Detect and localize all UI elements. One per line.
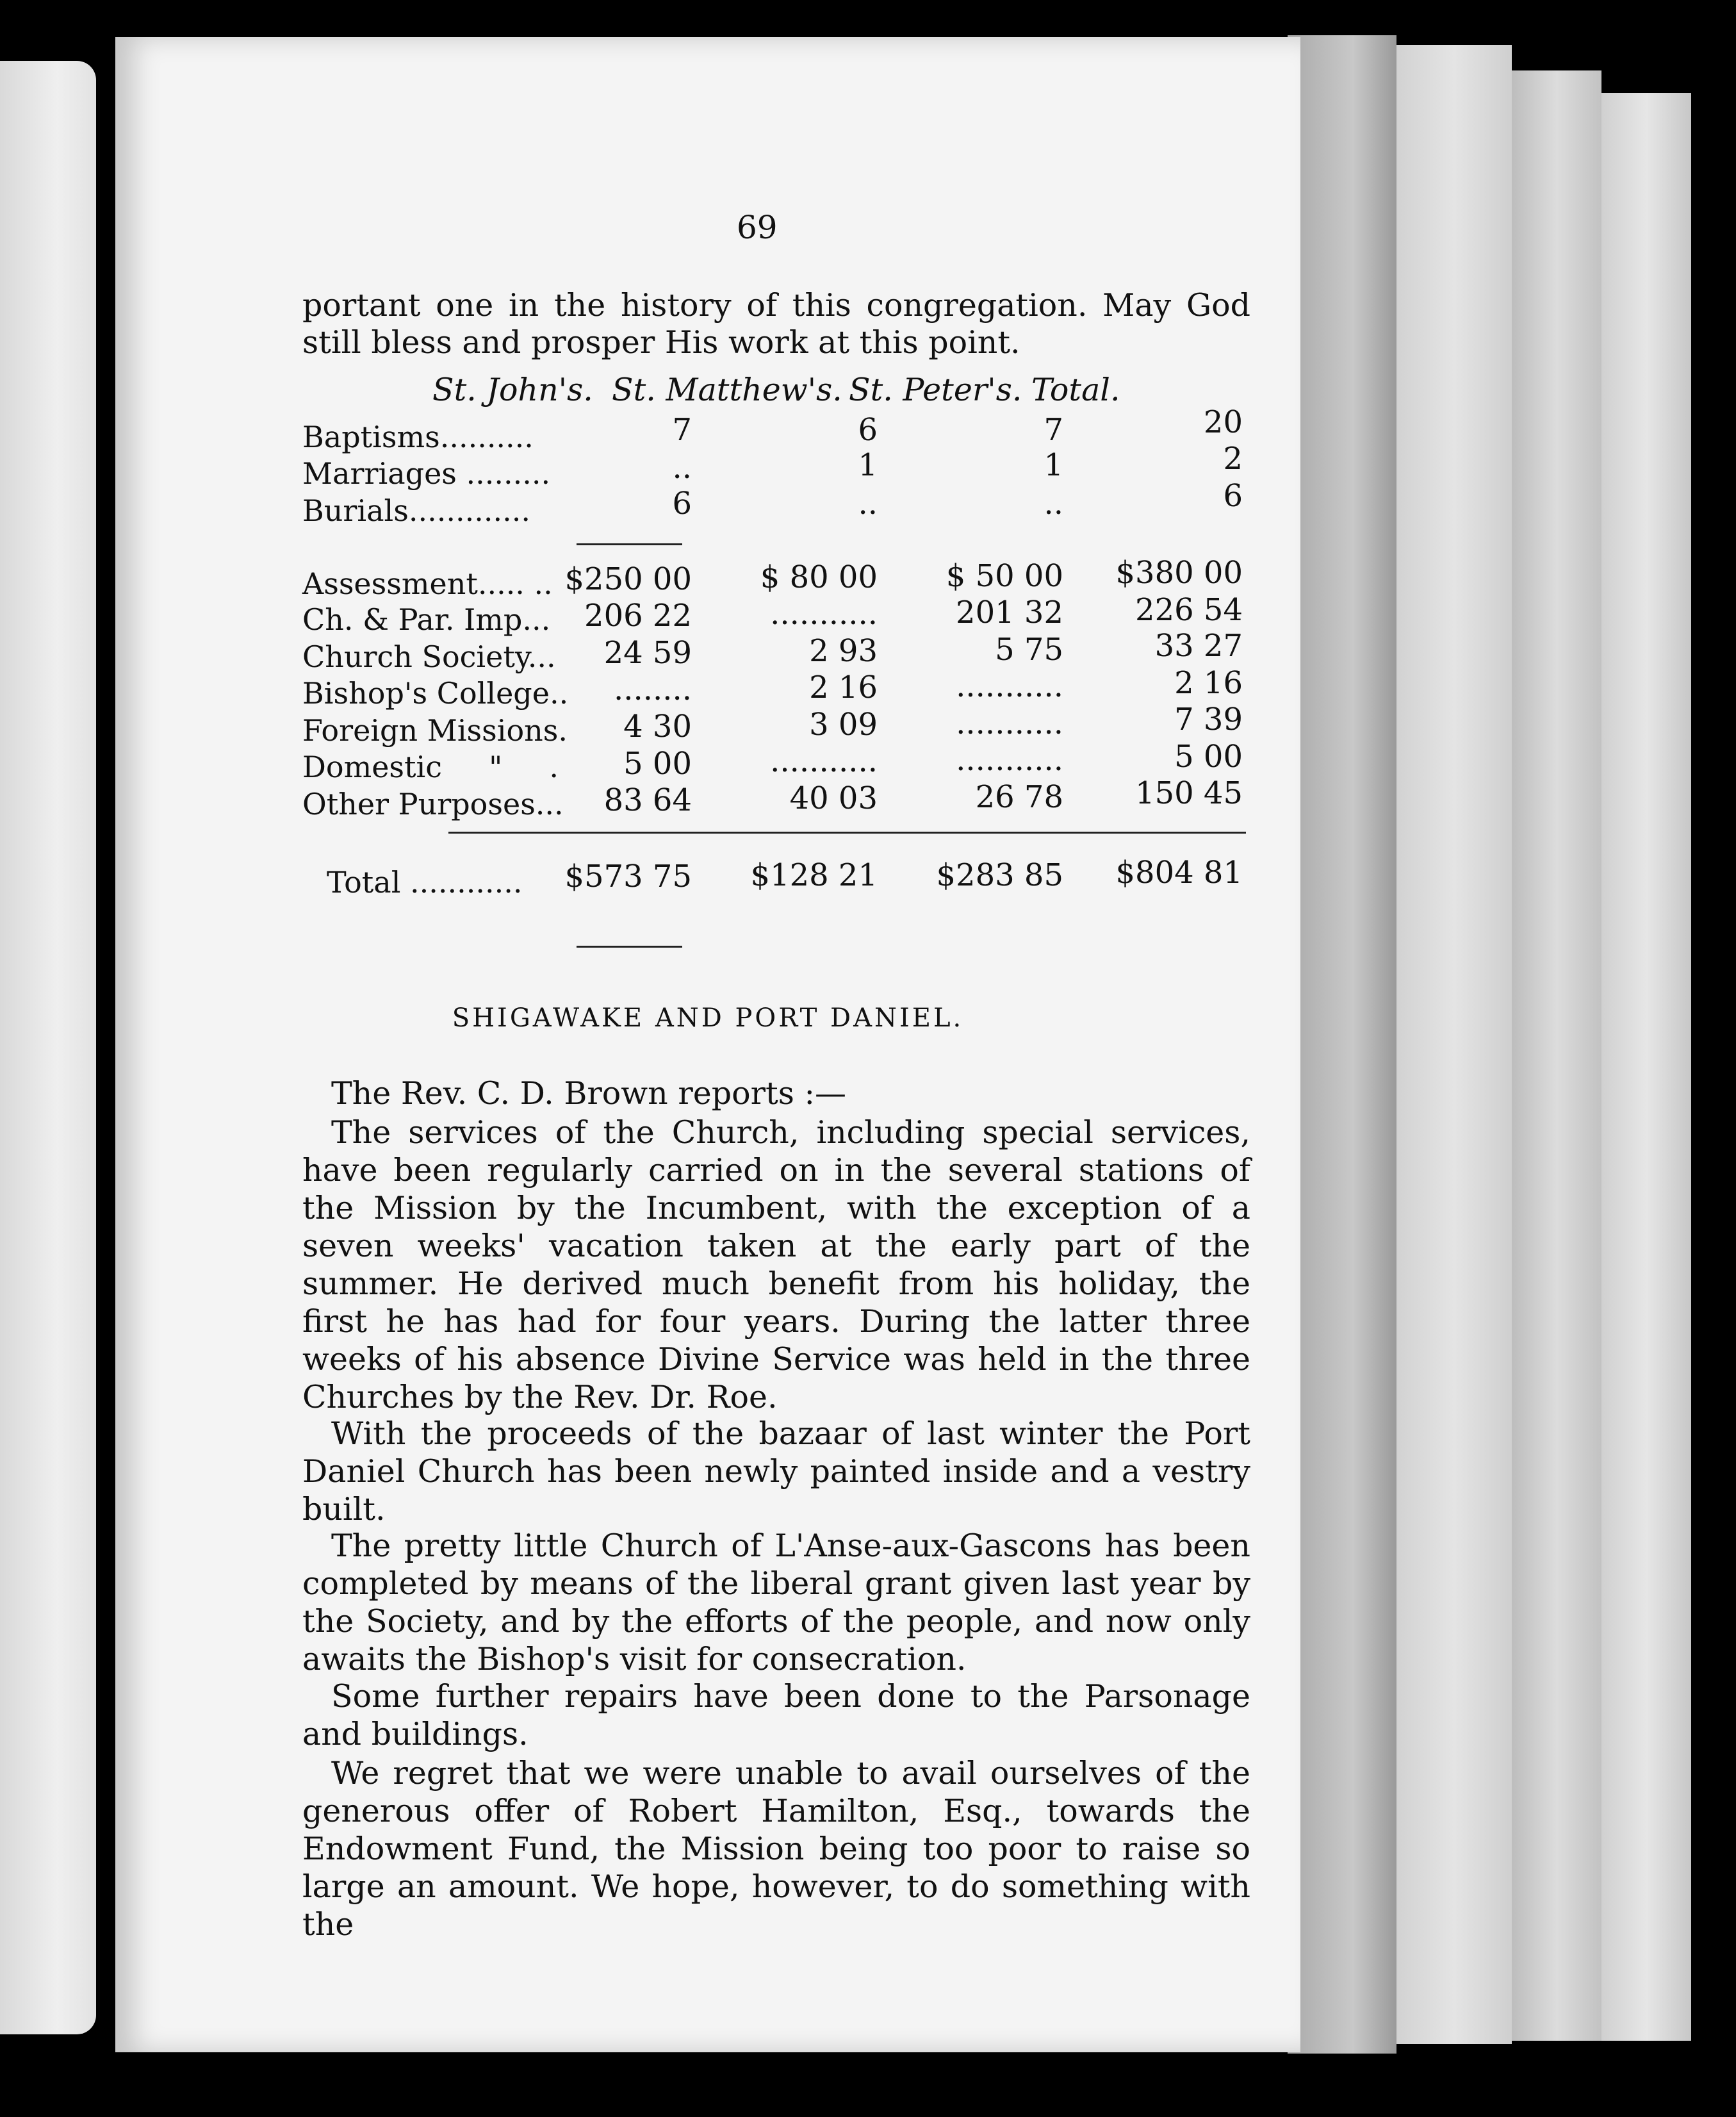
total-label: Total ............ bbox=[327, 865, 523, 900]
table-cell: 5 75 bbox=[995, 632, 1063, 668]
intro-line: portant one in the history of this congregation. May God bbox=[302, 287, 1250, 324]
row-label: Foreign Missions. bbox=[302, 713, 568, 748]
table-cell: ........... bbox=[956, 742, 1063, 778]
table-cell: 40 03 bbox=[789, 780, 878, 816]
row-label: Assessment..... .. bbox=[302, 566, 553, 601]
table-cell: 2 93 bbox=[809, 633, 878, 669]
body-paragraph: The Rev. C. D. Brown reports :— bbox=[331, 1075, 846, 1112]
column-header: St. Peter's. bbox=[849, 372, 1022, 408]
total-cell: $573 75 bbox=[564, 859, 692, 894]
body-paragraph: With the proceeds of the bazaar of last winter the Port Daniel Church has been newly painted inside and a vestry built. bbox=[302, 1415, 1250, 1528]
table-cell: 7 bbox=[1044, 412, 1063, 448]
total-cell: $128 21 bbox=[750, 857, 878, 893]
row-label: Church Society... bbox=[302, 639, 556, 674]
table-cell: $ 80 00 bbox=[760, 559, 878, 595]
table-cell: $250 00 bbox=[564, 561, 692, 597]
book-page bbox=[115, 37, 1300, 2052]
table-cell: 7 39 bbox=[1174, 702, 1243, 737]
subtotal-rule bbox=[999, 832, 1246, 834]
row-label: Domestic " . bbox=[302, 750, 559, 784]
table-cell: 226 54 bbox=[1135, 592, 1243, 628]
section-title: SHIGAWAKE AND PORT DANIEL. bbox=[452, 1003, 964, 1033]
table-cell: 7 bbox=[672, 412, 692, 448]
table-cell: ........ bbox=[613, 671, 692, 707]
body-paragraph: We regret that we were unable to avail ourselves of the generous offer of Robert Hamilton, Esq., towards the Endowment Fund, the Mission being too poor to raise so large an amount. We hope, however, to do something with the bbox=[302, 1755, 1250, 1943]
table-cell: 26 78 bbox=[975, 779, 1063, 815]
row-label: Other Purposes... bbox=[302, 787, 564, 821]
table-cell: 2 16 bbox=[1174, 665, 1243, 701]
row-label: Burials............. bbox=[302, 493, 530, 528]
table-cell: 33 27 bbox=[1154, 628, 1243, 664]
table-cell: ........... bbox=[956, 668, 1063, 704]
page-edge-strip bbox=[1396, 45, 1512, 2044]
table-cell: 4 30 bbox=[623, 709, 692, 745]
table-cell: .. bbox=[858, 486, 878, 522]
table-cell: 2 16 bbox=[809, 670, 878, 705]
table-cell: 5 00 bbox=[1174, 739, 1243, 775]
table-cell: $ 50 00 bbox=[946, 558, 1063, 594]
table-cell: 6 bbox=[858, 412, 878, 448]
table-cell: 2 bbox=[1223, 441, 1243, 477]
section-rule bbox=[577, 543, 682, 545]
table-cell: 83 64 bbox=[603, 782, 692, 818]
table-cell: 3 09 bbox=[809, 707, 878, 743]
table-cell: ........... bbox=[956, 705, 1063, 741]
table-cell: 150 45 bbox=[1135, 775, 1243, 811]
body-paragraph: The pretty little Church of L'Anse-aux-Gascons has been completed by means of the liberal grant given last year by the Society, and by the efforts of the people, and now only awaits the Bishop's visit for consecration. bbox=[302, 1528, 1250, 1677]
table-cell: 6 bbox=[1223, 478, 1243, 514]
adjacent-left-page bbox=[0, 61, 96, 2034]
table-cell: 1 bbox=[1044, 447, 1063, 483]
table-cell: .. bbox=[672, 450, 692, 486]
table-cell: 20 bbox=[1203, 404, 1243, 440]
body-paragraph: Some further repairs have been done to the Parsonage and buildings. bbox=[302, 1678, 1250, 1752]
total-cell: $283 85 bbox=[936, 857, 1063, 893]
page-number: 69 bbox=[737, 209, 778, 246]
row-label: Baptisms.......... bbox=[302, 420, 534, 454]
table-cell: $380 00 bbox=[1115, 555, 1243, 591]
table-cell: ........... bbox=[770, 596, 878, 632]
column-header: St. Matthew's. bbox=[612, 372, 842, 408]
table-cell: 201 32 bbox=[956, 595, 1063, 630]
row-label: Marriages ......... bbox=[302, 456, 551, 491]
section-rule bbox=[577, 946, 682, 948]
page-edge-strip bbox=[1601, 93, 1691, 2041]
table-cell: 5 00 bbox=[623, 746, 692, 782]
table-cell: 1 bbox=[858, 447, 878, 483]
column-header: Total. bbox=[1031, 372, 1120, 408]
row-label: Bishop's College.. bbox=[302, 676, 569, 711]
total-cell: $804 81 bbox=[1115, 855, 1243, 891]
table-cell: .. bbox=[1044, 486, 1063, 522]
table-cell: 6 bbox=[672, 486, 692, 522]
table-cell: ........... bbox=[770, 743, 878, 779]
intro-line: still bless and prosper His work at this point. bbox=[302, 324, 1020, 361]
row-label: Ch. & Par. Imp... bbox=[302, 602, 551, 637]
column-header: St. John's. bbox=[432, 372, 593, 408]
page-edge-strip bbox=[1288, 35, 1396, 2054]
page-edge-strip bbox=[1512, 70, 1601, 2041]
table-cell: 24 59 bbox=[603, 635, 692, 671]
table-cell: 206 22 bbox=[584, 598, 692, 634]
body-paragraph: The services of the Church, including special services, have been regularly carried on in the several stations of the Mission by the Incumbent, with the exception of a seven weeks' vacation taken at the early part of the summer. He derived much benefit from his holiday, the first he has had for four years. During the latter three weeks of his absence Divine Service was held in the three Churches by the Rev. Dr. Roe. bbox=[302, 1114, 1250, 1415]
